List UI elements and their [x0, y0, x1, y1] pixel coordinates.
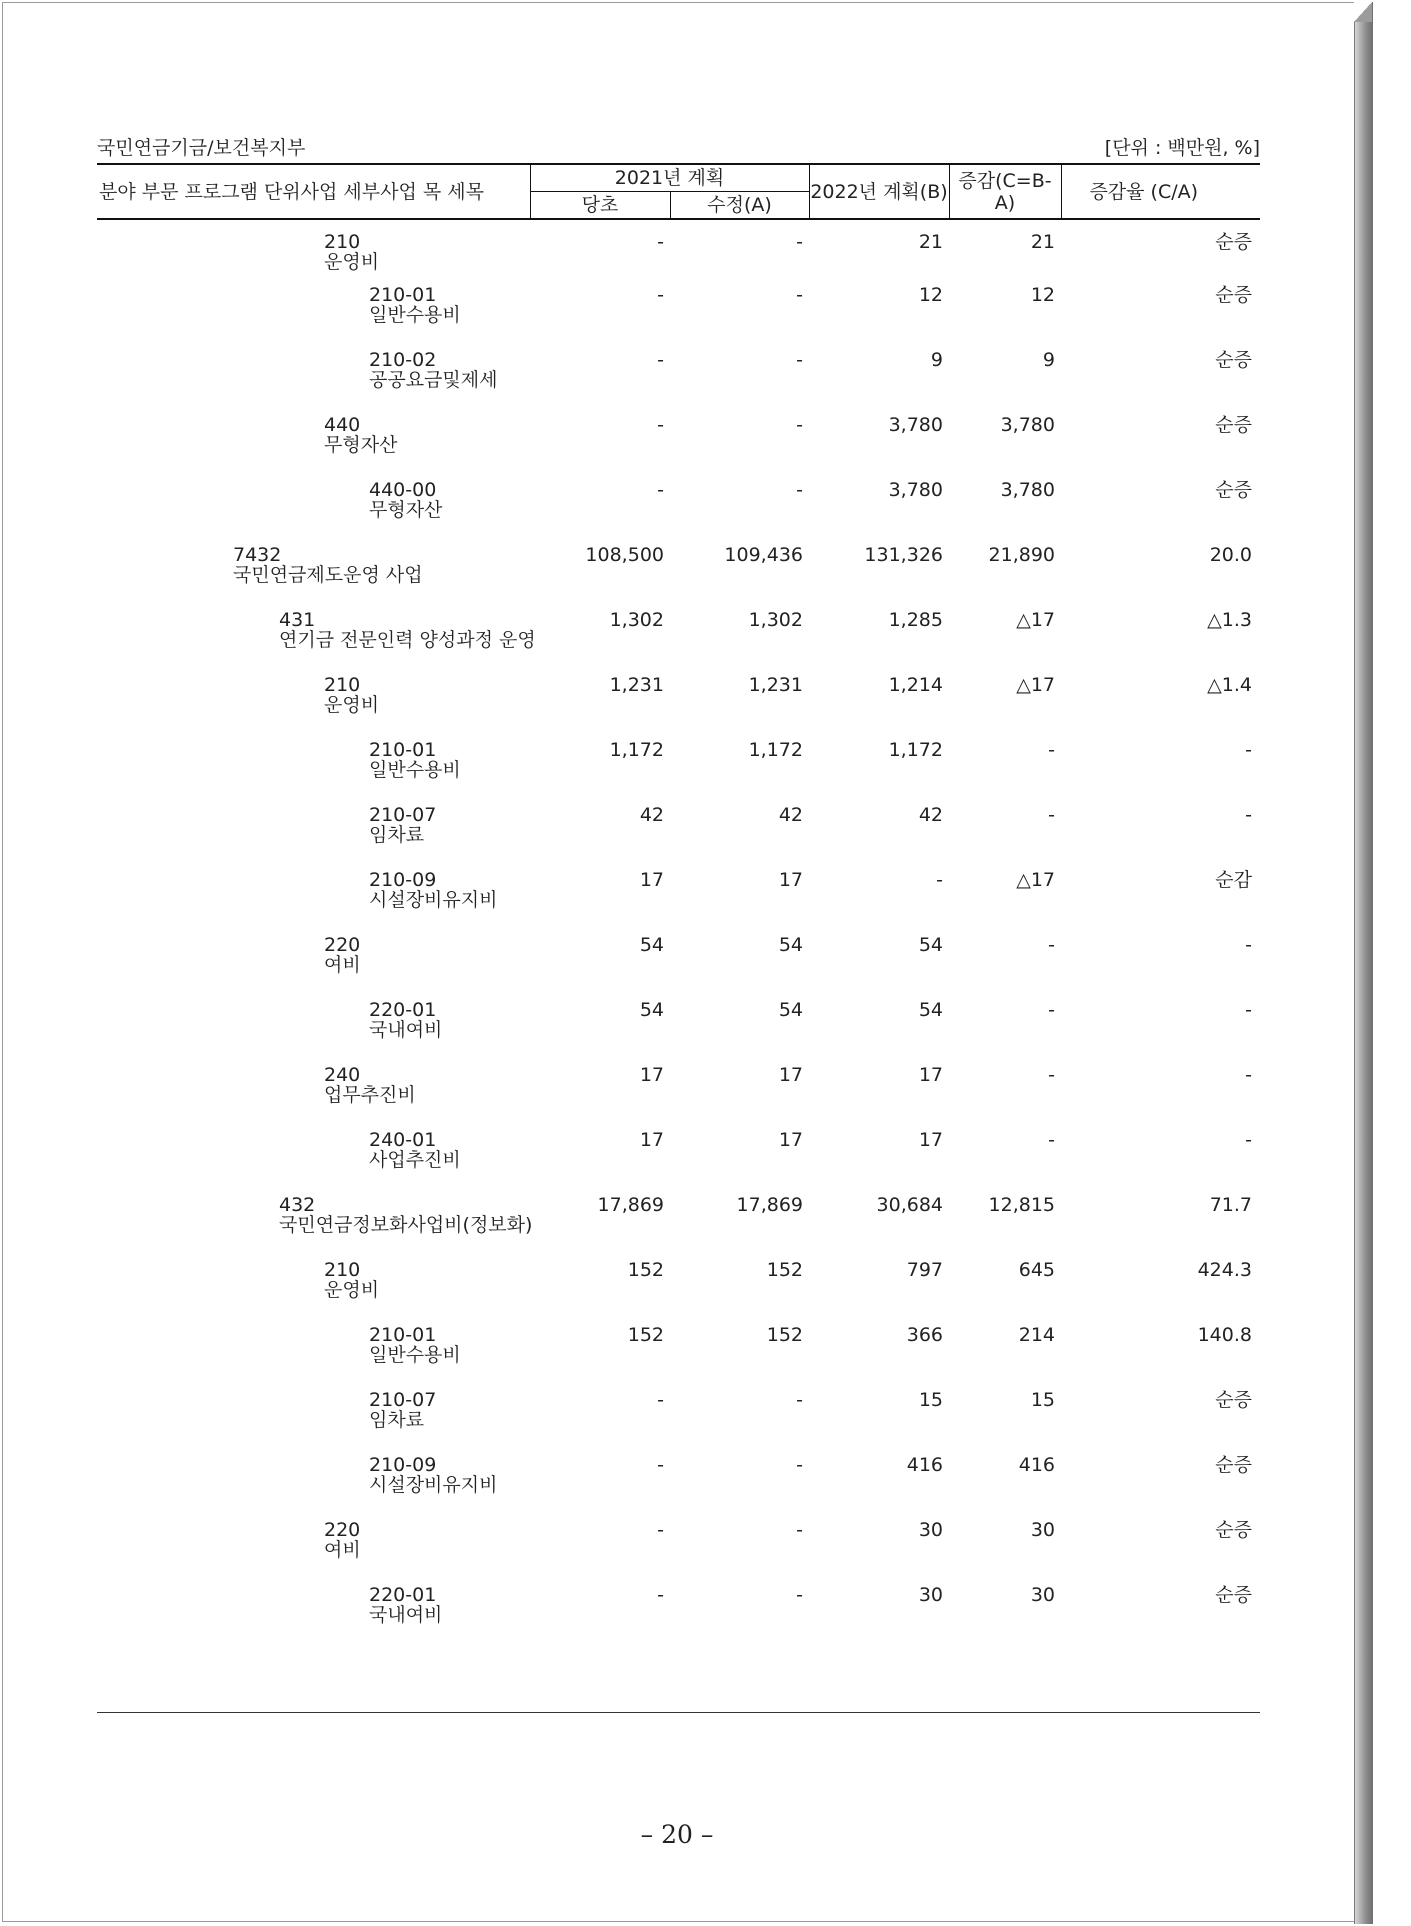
item-code: 210	[324, 674, 361, 696]
revised-cell: 17	[778, 1064, 803, 1086]
item-code: 210-09	[369, 1454, 437, 1476]
item-name: 국민연금정보화사업비(정보화)	[279, 1214, 533, 1236]
table-row	[97, 1520, 1260, 1585]
plan2022-cell: 3,780	[888, 414, 943, 436]
revised-cell: 109,436	[724, 544, 803, 566]
item-cell	[97, 740, 530, 805]
initial-cell: -	[657, 284, 664, 306]
column-header-revised: 수정(A)	[670, 192, 809, 220]
table-row	[97, 1130, 1260, 1195]
rate-cell: △1.3	[1207, 609, 1252, 631]
initial-cell: 1,172	[609, 739, 664, 761]
rate-cell: 순증	[1215, 1389, 1252, 1411]
table-row	[97, 610, 1260, 675]
revised-cell: 17	[778, 869, 803, 891]
rate-cell: -	[1245, 1129, 1252, 1151]
change-cell: 30	[1030, 1584, 1055, 1606]
item-cell	[97, 1000, 530, 1065]
table-row	[97, 350, 1260, 415]
revised-cell: -	[796, 1584, 803, 1606]
unit-note: [단위 : 백만원, %]	[1104, 137, 1260, 159]
item-code: 210-01	[369, 1324, 437, 1346]
item-name: 무형자산	[324, 434, 398, 456]
change-cell: 30	[1030, 1519, 1055, 1541]
item-cell	[97, 1520, 530, 1585]
rate-cell: -	[1245, 1064, 1252, 1086]
plan2022-cell: 54	[918, 999, 943, 1021]
item-name: 공공요금및제세	[369, 369, 498, 391]
table-row	[97, 1000, 1260, 1065]
item-cell	[97, 870, 530, 935]
revised-cell: 152	[766, 1259, 803, 1281]
item-name: 무형자산	[369, 499, 443, 521]
item-cell	[97, 1585, 530, 1650]
change-cell: 3,780	[1000, 479, 1055, 501]
plan2022-cell: 12	[918, 284, 943, 306]
item-cell	[97, 219, 530, 285]
change-cell: -	[1048, 1129, 1055, 1151]
table-row	[97, 675, 1260, 740]
initial-cell: -	[657, 1454, 664, 1476]
initial-cell: 17	[639, 1064, 664, 1086]
plan2022-cell: 30	[918, 1584, 943, 1606]
rate-cell: -	[1245, 934, 1252, 956]
item-code: 210	[324, 1259, 361, 1281]
column-header-initial: 당초	[530, 192, 670, 220]
bottom-rule	[97, 1712, 1260, 1713]
table-row	[97, 545, 1260, 610]
item-code: 440	[324, 414, 361, 436]
change-cell: 21	[1030, 231, 1055, 253]
plan2022-cell: 3,780	[888, 479, 943, 501]
rate-cell: 순증	[1215, 414, 1252, 436]
item-cell	[97, 1390, 530, 1455]
rate-cell: 순증	[1215, 349, 1252, 371]
revised-cell: -	[796, 284, 803, 306]
item-code: 432	[279, 1194, 316, 1216]
item-cell	[97, 935, 530, 1000]
item-code: 210-07	[369, 1389, 437, 1411]
table-header-line	[97, 133, 1260, 160]
revised-cell: -	[796, 349, 803, 371]
revised-cell: -	[796, 414, 803, 436]
change-cell: △17	[1016, 869, 1055, 891]
column-header-change: 증감(C=B-A)	[949, 164, 1061, 219]
plan2022-cell: -	[936, 869, 943, 891]
table-row	[97, 1585, 1260, 1650]
item-code: 210-01	[369, 739, 437, 761]
plan2022-cell: 17	[918, 1129, 943, 1151]
plan2022-cell: 17	[918, 1064, 943, 1086]
plan2022-cell: 797	[906, 1259, 943, 1281]
revised-cell: 54	[778, 934, 803, 956]
table-row	[97, 1260, 1260, 1325]
rate-cell: -	[1245, 804, 1252, 826]
item-cell	[97, 545, 530, 610]
plan2022-cell: 1,214	[888, 674, 943, 696]
plan2022-cell: 416	[906, 1454, 943, 1476]
revised-cell: 1,231	[748, 674, 803, 696]
change-cell: -	[1048, 999, 1055, 1021]
item-name: 여비	[324, 954, 361, 976]
item-cell	[97, 609, 536, 675]
revised-cell: -	[796, 231, 803, 253]
initial-cell: 1,302	[609, 609, 664, 631]
page-corner-fold	[1354, 2, 1372, 22]
plan2022-cell: 366	[906, 1324, 943, 1346]
rate-cell: 순증	[1215, 1519, 1252, 1541]
rate-cell: 순감	[1215, 869, 1252, 891]
organization-title: 국민연금기금/보건복지부	[97, 137, 306, 159]
initial-cell: -	[657, 231, 664, 253]
rate-cell: △1.4	[1207, 674, 1252, 696]
item-cell	[97, 1455, 530, 1520]
rate-cell: 순증	[1215, 284, 1252, 306]
table-row	[97, 1455, 1260, 1520]
item-code: 240	[324, 1064, 361, 1086]
item-name: 업무추진비	[324, 1084, 416, 1106]
page-edge-shadow	[1354, 2, 1373, 1924]
revised-cell: 152	[766, 1324, 803, 1346]
change-cell: △17	[1016, 609, 1055, 631]
plan2022-cell: 1,172	[888, 739, 943, 761]
rate-cell: 순증	[1215, 479, 1252, 501]
item-name: 연기금 전문인력 양성과정 운영	[279, 629, 536, 651]
item-code: 220	[324, 1519, 361, 1541]
item-code: 440-00	[369, 479, 437, 501]
change-cell: 214	[1018, 1324, 1055, 1346]
rate-cell: -	[1245, 999, 1252, 1021]
item-code: 210-07	[369, 804, 437, 826]
column-header-plan2021: 2021년 계획	[530, 164, 809, 192]
item-name: 시설장비유지비	[369, 1474, 498, 1496]
budget-table-body	[97, 219, 1260, 1650]
item-name: 운영비	[324, 1279, 380, 1301]
item-name: 국내여비	[369, 1019, 443, 1041]
plan2022-cell: 131,326	[864, 544, 943, 566]
table-row	[97, 1325, 1260, 1390]
change-cell: -	[1048, 1064, 1055, 1086]
initial-cell: 1,231	[609, 674, 664, 696]
rate-cell: 71.7	[1209, 1194, 1252, 1216]
revised-cell: 54	[778, 999, 803, 1021]
table-row	[97, 870, 1260, 935]
initial-cell: -	[657, 414, 664, 436]
item-cell	[97, 1130, 530, 1195]
initial-cell: -	[657, 1389, 664, 1411]
table-row	[97, 219, 1260, 285]
plan2022-cell: 30	[918, 1519, 943, 1541]
change-cell: 645	[1018, 1259, 1055, 1281]
page-number: – 20 –	[640, 1820, 714, 1849]
table-row	[97, 1065, 1260, 1130]
item-code: 220-01	[369, 999, 437, 1021]
plan2022-cell: 1,285	[888, 609, 943, 631]
plan2022-cell: 15	[918, 1389, 943, 1411]
item-name: 국민연금제도운영 사업	[233, 564, 423, 586]
item-cell	[97, 675, 530, 740]
item-code: 210	[324, 231, 361, 253]
column-header-rate: 증감율 (C/A)	[1061, 164, 1260, 219]
revised-cell: -	[796, 1454, 803, 1476]
initial-cell: 54	[639, 999, 664, 1021]
revised-cell: 42	[778, 804, 803, 826]
item-code: 431	[279, 609, 316, 631]
initial-cell: 17	[639, 1129, 664, 1151]
initial-cell: -	[657, 1519, 664, 1541]
column-header-fields: 분야 부문 프로그램 단위사업 세부사업 목 세목	[97, 164, 530, 219]
table-row	[97, 415, 1260, 480]
item-code: 220-01	[369, 1584, 437, 1606]
revised-cell: 17,869	[736, 1194, 803, 1216]
change-cell: -	[1048, 739, 1055, 761]
rate-cell: -	[1245, 739, 1252, 761]
item-name: 시설장비유지비	[369, 889, 498, 911]
rate-cell: 424.3	[1197, 1259, 1252, 1281]
change-cell: 12	[1030, 284, 1055, 306]
item-code: 210-02	[369, 349, 437, 371]
revised-cell: 1,302	[748, 609, 803, 631]
change-cell: 3,780	[1000, 414, 1055, 436]
initial-cell: 42	[639, 804, 664, 826]
change-cell: △17	[1016, 674, 1055, 696]
plan2022-cell: 42	[918, 804, 943, 826]
change-cell: -	[1048, 804, 1055, 826]
plan2022-cell: 30,684	[876, 1194, 943, 1216]
item-cell	[97, 1260, 530, 1325]
revised-cell: 17	[778, 1129, 803, 1151]
initial-cell: -	[657, 479, 664, 501]
item-cell	[97, 350, 530, 415]
table-row	[97, 1195, 1260, 1260]
item-name: 임차료	[369, 824, 425, 846]
table-row	[97, 805, 1260, 870]
initial-cell: 152	[627, 1259, 664, 1281]
revised-cell: -	[796, 1389, 803, 1411]
initial-cell: -	[657, 1584, 664, 1606]
plan2022-cell: 9	[930, 349, 943, 371]
rate-cell: 순증	[1215, 1584, 1252, 1606]
initial-cell: 17	[639, 869, 664, 891]
initial-cell: 108,500	[585, 544, 664, 566]
item-cell	[97, 1325, 530, 1390]
revised-cell: -	[796, 479, 803, 501]
item-cell	[97, 1194, 533, 1260]
item-name: 국내여비	[369, 1604, 443, 1626]
initial-cell: 54	[639, 934, 664, 956]
change-cell: -	[1048, 934, 1055, 956]
item-code: 210-01	[369, 284, 437, 306]
rate-cell: 순증	[1215, 1454, 1252, 1476]
initial-cell: 152	[627, 1324, 664, 1346]
item-name: 운영비	[324, 251, 380, 273]
revised-cell: 1,172	[748, 739, 803, 761]
change-cell: 416	[1018, 1454, 1055, 1476]
item-code: 7432	[233, 544, 282, 566]
item-code: 220	[324, 934, 361, 956]
item-cell	[97, 415, 530, 480]
item-code: 240-01	[369, 1129, 437, 1151]
initial-cell: -	[657, 349, 664, 371]
rate-cell: 순증	[1215, 231, 1252, 253]
item-name: 일반수용비	[369, 304, 461, 326]
change-cell: 15	[1030, 1389, 1055, 1411]
item-name: 여비	[324, 1539, 361, 1561]
rate-cell: 20.0	[1209, 544, 1252, 566]
item-name: 운영비	[324, 694, 380, 716]
change-cell: 12,815	[988, 1194, 1055, 1216]
item-cell	[97, 480, 530, 545]
column-header-plan2022: 2022년 계획(B)	[809, 164, 949, 219]
initial-cell: 17,869	[597, 1194, 664, 1216]
table-row	[97, 285, 1260, 350]
plan2022-cell: 54	[918, 934, 943, 956]
rate-cell: 140.8	[1197, 1324, 1252, 1346]
item-cell	[97, 1065, 530, 1130]
item-cell	[97, 805, 530, 870]
item-code: 210-09	[369, 869, 437, 891]
table-row	[97, 740, 1260, 805]
revised-cell: -	[796, 1519, 803, 1541]
table-row	[97, 1390, 1260, 1455]
item-name: 임차료	[369, 1409, 425, 1431]
change-cell: 9	[1042, 349, 1055, 371]
item-name: 일반수용비	[369, 759, 461, 781]
item-cell	[97, 285, 530, 350]
plan2022-cell: 21	[918, 231, 943, 253]
change-cell: 21,890	[988, 544, 1055, 566]
item-name: 일반수용비	[369, 1344, 461, 1366]
budget-table	[97, 163, 1260, 1650]
item-name: 사업추진비	[369, 1149, 461, 1171]
table-row	[97, 935, 1260, 1000]
table-row	[97, 480, 1260, 545]
